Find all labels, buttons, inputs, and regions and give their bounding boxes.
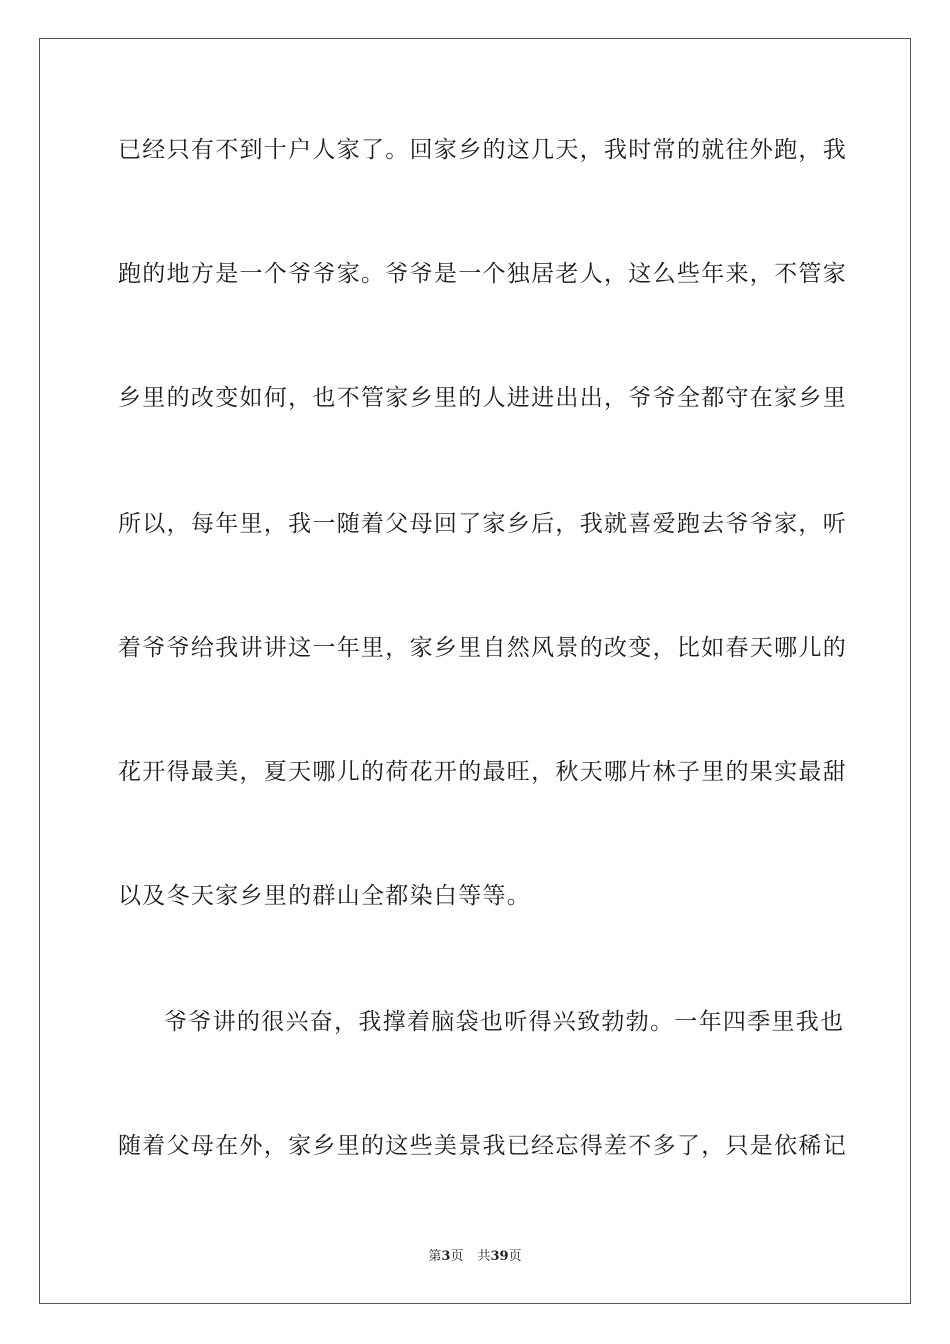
page-border	[39, 38, 911, 1304]
body-text-line-8: 爷爷讲的很兴奋，我撑着脑袋也听得兴致勃勃。一年四季里我也	[164, 1009, 845, 1035]
total-prefix: 共	[477, 1249, 491, 1264]
body-text-line-5: 着爷爷给我讲讲这一年里，家乡里自然风景的改变，比如春天哪儿的	[118, 635, 847, 661]
body-text-line-9: 随着父母在外，家乡里的这些美景我已经忘得差不多了，只是依稀记	[118, 1133, 847, 1159]
page-prefix: 第	[428, 1249, 442, 1264]
body-text-line-2: 跑的地方是一个爷爷家。爷爷是一个独居老人，这么些年来，不管家	[118, 261, 847, 287]
body-text-line-1: 已经只有不到十户人家了。回家乡的这几天，我时常的就往外跑，我	[118, 137, 847, 163]
total-suffix: 页	[508, 1249, 522, 1264]
body-text-line-3: 乡里的改变如何，也不管家乡里的人进进出出，爷爷全都守在家乡里	[118, 385, 847, 411]
page-footer	[0, 1248, 950, 1266]
total-pages: 39	[490, 1249, 509, 1264]
page-number: 3	[441, 1249, 451, 1264]
page-suffix: 页	[450, 1249, 464, 1264]
body-text-line-6: 花开得最美，夏天哪儿的荷花开的最旺，秋天哪片林子里的果实最甜	[118, 759, 847, 785]
body-text-line-7: 以及冬天家乡里的群山全都染白等等。	[118, 883, 532, 909]
body-text-line-4: 所以，每年里，我一随着父母回了家乡后，我就喜爱跑去爷爷家，听	[118, 511, 847, 537]
